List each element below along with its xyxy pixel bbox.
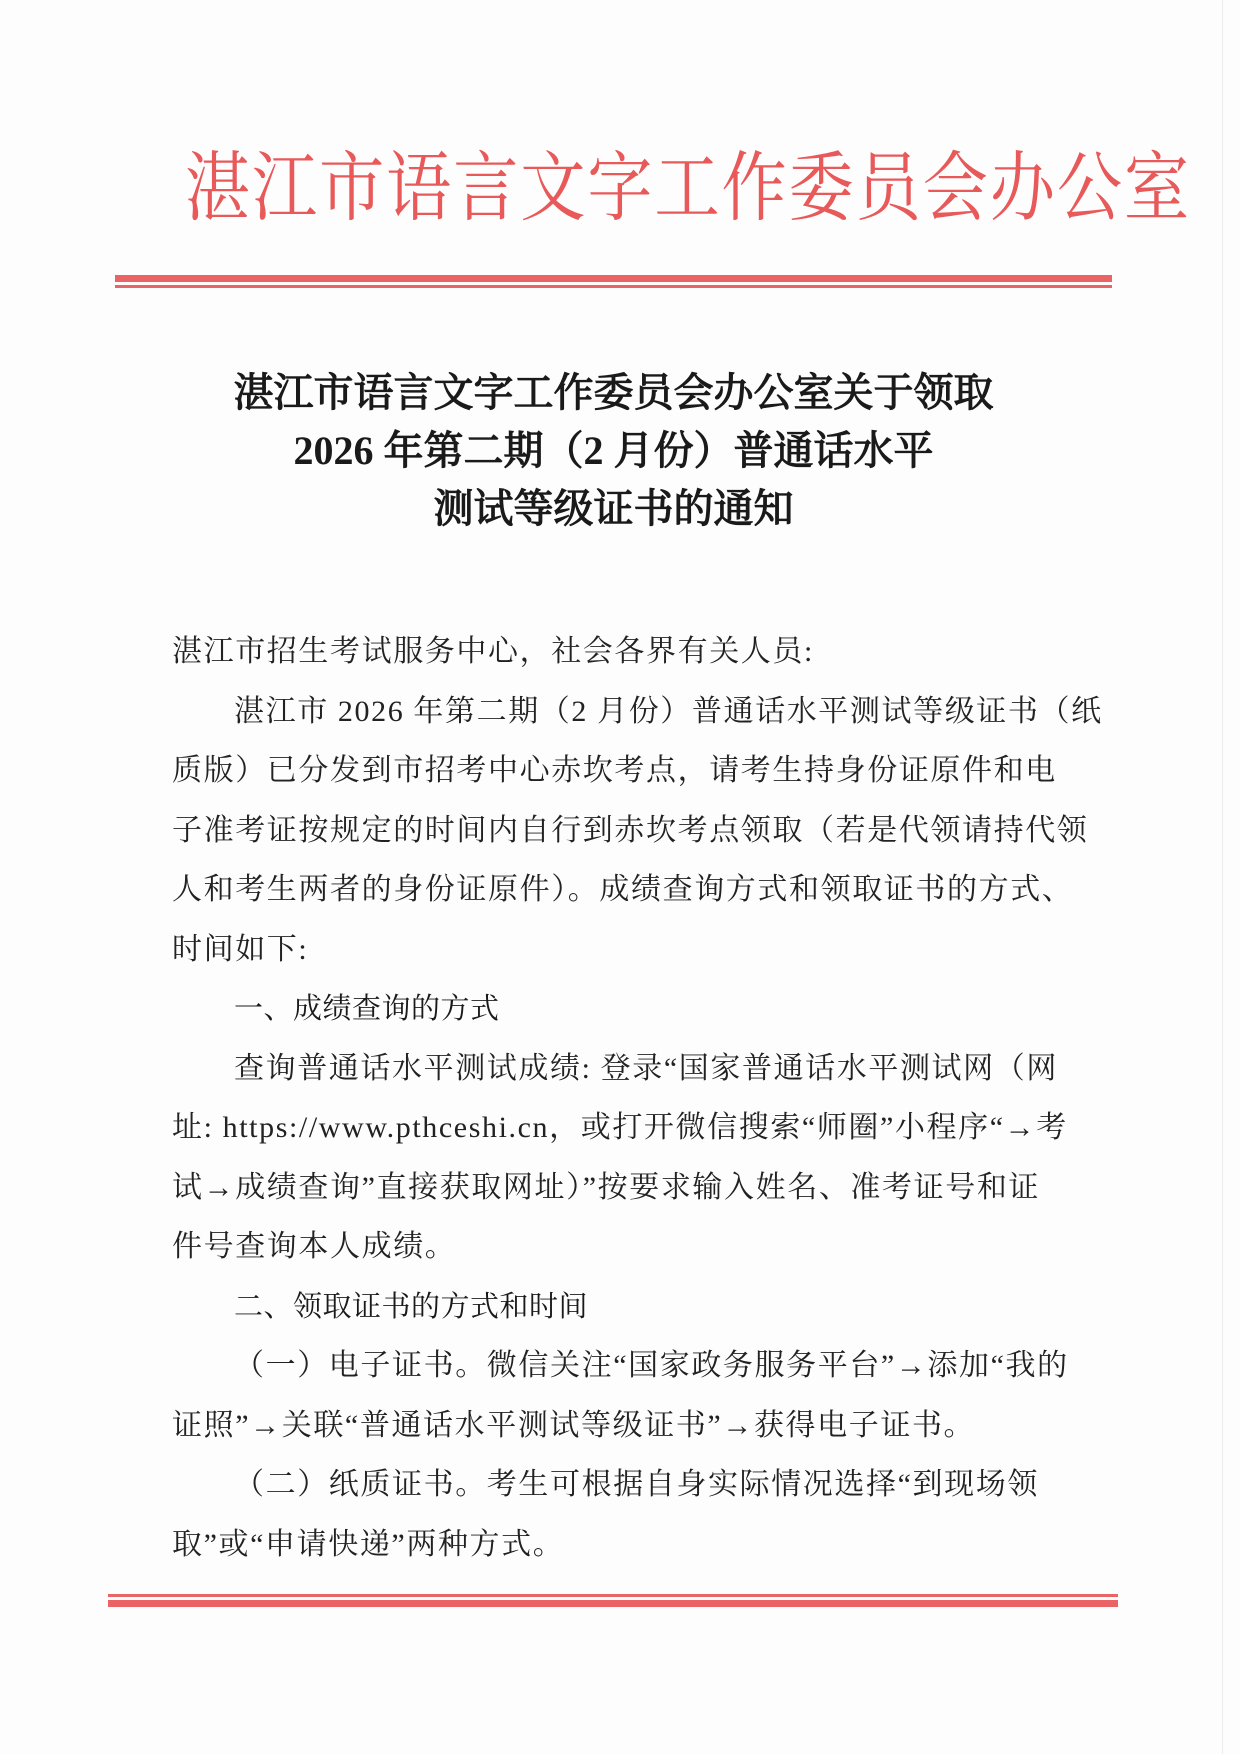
masthead-rule-thick (115, 275, 1112, 282)
section-heading-score-query: 一、成绩查询的方式 (234, 991, 500, 1025)
intro-line: 时间如下: (172, 932, 309, 966)
footer-rule-thick (108, 1600, 1118, 1607)
intro-line: 子准考证按规定的时间内自行到赤坎考点领取（若是代领请持代领 (172, 813, 1089, 847)
score-query-paragraph (172, 1039, 1087, 1277)
scan-edge (1222, 0, 1223, 1754)
intro-paragraph (172, 682, 1103, 980)
score-query-line: 件号查询本人成绩。 (172, 1230, 457, 1263)
intro-line: 湛江市 2026 年第二期（2 月份）普通话水平测试等级证书（纸 (234, 694, 1103, 728)
salutation-text: 湛江市招生考试服务中心，社会各界有关人员: (172, 635, 814, 668)
e-certificate-paragraph (172, 1336, 1087, 1455)
masthead-rule-thin (115, 285, 1112, 288)
paper-certificate-line: （二）纸质证书。考生可根据自身实际情况选择“到现场领 (234, 1468, 1039, 1501)
masthead-org-name: 湛江市语言文字工作委员会办公室 (184, 143, 1191, 232)
title-line: 湛江市语言文字工作委员会办公室关于领取 (233, 370, 994, 415)
title-line: 测试等级证书的通知 (433, 486, 794, 531)
score-query-line: 试→成绩查询”直接获取网址）”按要求输入姓名、准考证号和证 (172, 1170, 1041, 1204)
intro-line: 人和考生两者的身份证原件）。成绩查询方式和领取证书的方式、 (172, 873, 1074, 906)
score-query-line-with-url: 址: https://www.pthceshi.cn，或打开微信搜索“师圈”小程序“→考 (172, 1111, 1068, 1144)
title-line: 2026 年第二期（2 月份）普通话水平 (293, 428, 934, 473)
e-certificate-line: （一）电子证书。微信关注“国家政务服务平台”→添加“我的 (234, 1349, 1069, 1382)
score-query-line: 查询普通话水平测试成绩: 登录“国家普通话水平测试网（网 (234, 1051, 1058, 1085)
section-heading-certificate-collection: 二、领取证书的方式和时间 (234, 1288, 589, 1323)
document-title (115, 364, 1112, 538)
document-body (172, 622, 1103, 1574)
paper-certificate-paragraph (172, 1455, 1087, 1574)
intro-line: 质版）已分发到市招考中心赤坎考点，请考生持身份证原件和电 (172, 754, 1057, 787)
salutation (172, 622, 1087, 682)
footer-rule-thin (108, 1594, 1118, 1597)
paper-certificate-line: 取”或“申请快递”两种方式。 (172, 1527, 565, 1561)
e-certificate-line: 证照”→关联“普通话水平测试等级证书”→获得电子证书。 (172, 1408, 976, 1442)
